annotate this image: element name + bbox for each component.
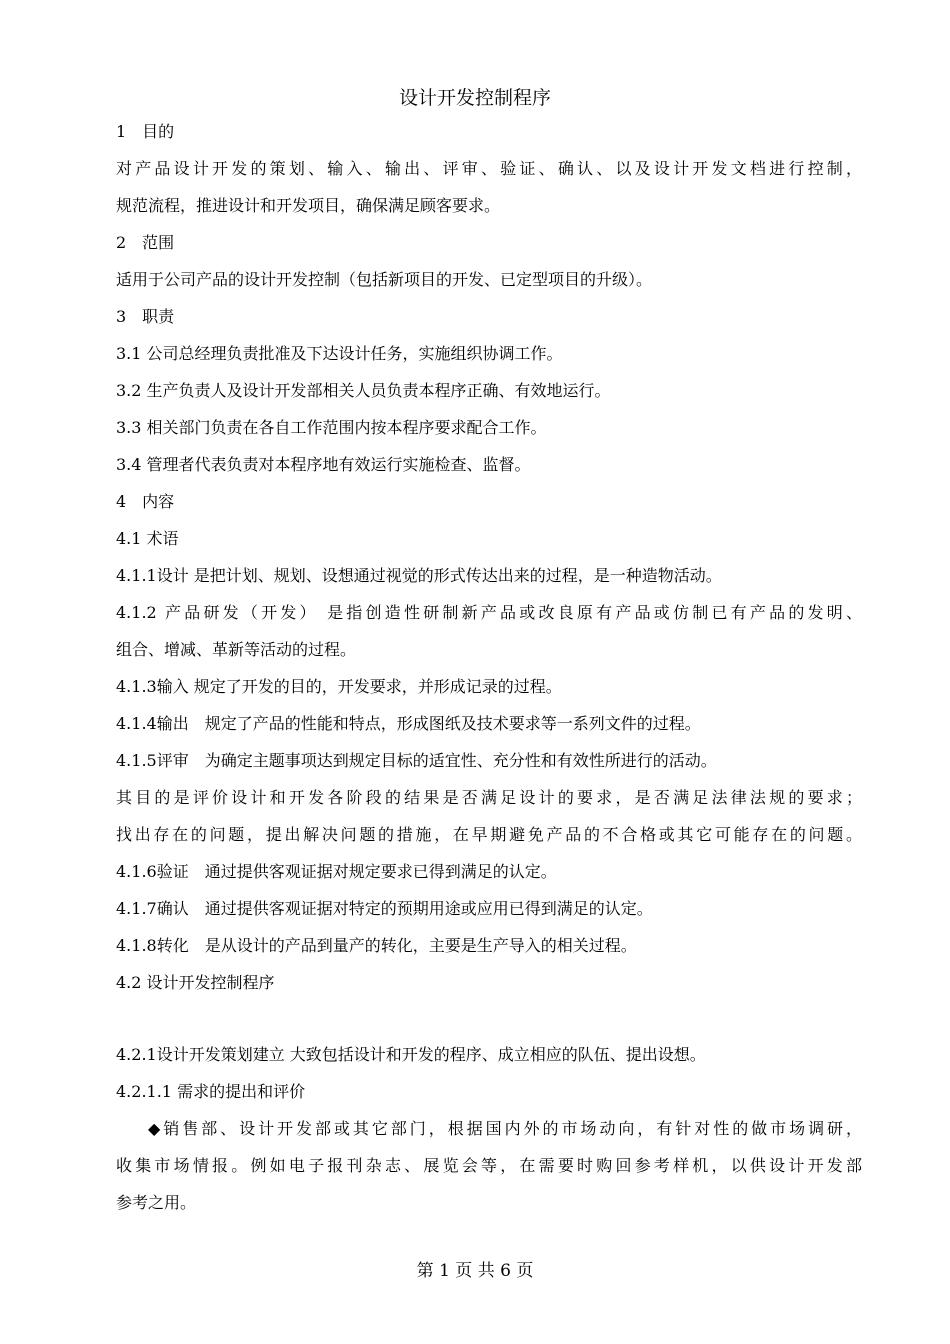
subsection-heading: 4.2.1.1 需求的提出和评价 [116, 1082, 306, 1101]
paragraph-line: 4.1.1设计 是把计划、规划、设想通过视觉的形式传达出来的过程，是一种造物活动。 [116, 566, 722, 585]
paragraph-line: 收集市场情报。例如电子报刊杂志、展览会等，在需要时购回参考样机，以供设计开发部 [116, 1156, 862, 1175]
paragraph-line: 对产品设计开发的策划、输入、输出、评审、验证、确认、以及设计开发文档进行控制， [116, 159, 862, 178]
document-title: 设计开发控制程序 [398, 87, 551, 109]
page-number-footer: 第 1 页 共 6 页 [416, 1261, 534, 1281]
paragraph-line: 4.2.1设计开发策划建立 大致包括设计和开发的程序、成立相应的队伍、提出设想。 [116, 1045, 706, 1064]
section-heading-scope: 2 范围 [116, 233, 175, 252]
paragraph-line: 4.1.4输出 规定了产品的性能和特点，形成图纸及技术要求等一系列文件的过程。 [116, 714, 701, 733]
subsection-heading: 4.2 设计开发控制程序 [116, 973, 275, 992]
blank-spacer [116, 1001, 862, 1036]
paragraph-line: 3.1 公司总经理负责批准及下达设计任务，实施组织协调工作。 [116, 344, 563, 363]
bullet-paragraph-line: ◆销售部、设计开发部或其它部门，根据国内外的市场动向，有针对性的做市场调研， [148, 1119, 862, 1138]
section-heading-responsibility: 3 职责 [116, 307, 175, 326]
paragraph-line: 4.1.7确认 通过提供客观证据对特定的预期用途或应用已得到满足的认定。 [116, 899, 653, 918]
paragraph-line: 3.3 相关部门负责在各自工作范围内按本程序要求配合工作。 [116, 418, 547, 437]
paragraph-line: 4.1.8转化 是从设计的产品到量产的转化，主要是生产导入的相关过程。 [116, 936, 637, 955]
paragraph-line: 组合、增减、革新等活动的过程。 [116, 640, 357, 659]
paragraph-line: 适用于公司产品的设计开发控制（包括新项目的开发、已定型项目的升级）。 [116, 270, 653, 289]
paragraph-line: 4.1.2 产品研发（开发） 是指创造性研制新产品或改良原有产品或仿制已有产品的发明、 [116, 603, 862, 622]
section-heading-content: 4 内容 [116, 492, 175, 511]
paragraph-line: 4.1.6验证 通过提供客观证据对规定要求已得到满足的认定。 [116, 862, 557, 881]
paragraph-line: 4.1.3输入 规定了开发的目的，开发要求，并形成记录的过程。 [116, 677, 562, 696]
subsection-heading: 4.1 术语 [116, 529, 179, 548]
section-heading-purpose: 1 目的 [116, 122, 175, 141]
paragraph-line: 3.2 生产负责人及设计开发部相关人员负责本程序正确、有效地运行。 [116, 381, 611, 400]
paragraph-line: 参考之用。 [116, 1193, 197, 1212]
paragraph-line: 规范流程，推进设计和开发项目，确保满足顾客要求。 [116, 196, 501, 215]
paragraph-line: 4.1.5评审 为确定主题事项达到规定目标的适宜性、充分性和有效性所进行的活动。 [116, 751, 717, 770]
paragraph-line: 找出存在的问题，提出解决问题的措施，在早期避免产品的不合格或其它可能存在的问题。 [116, 825, 862, 844]
document-body [116, 113, 862, 1221]
paragraph-line: 3.4 管理者代表负责对本程序地有效运行实施检查、监督。 [116, 455, 531, 474]
paragraph-line: 其目的是评价设计和开发各阶段的结果是否满足设计的要求，是否满足法律法规的要求； [116, 788, 862, 807]
